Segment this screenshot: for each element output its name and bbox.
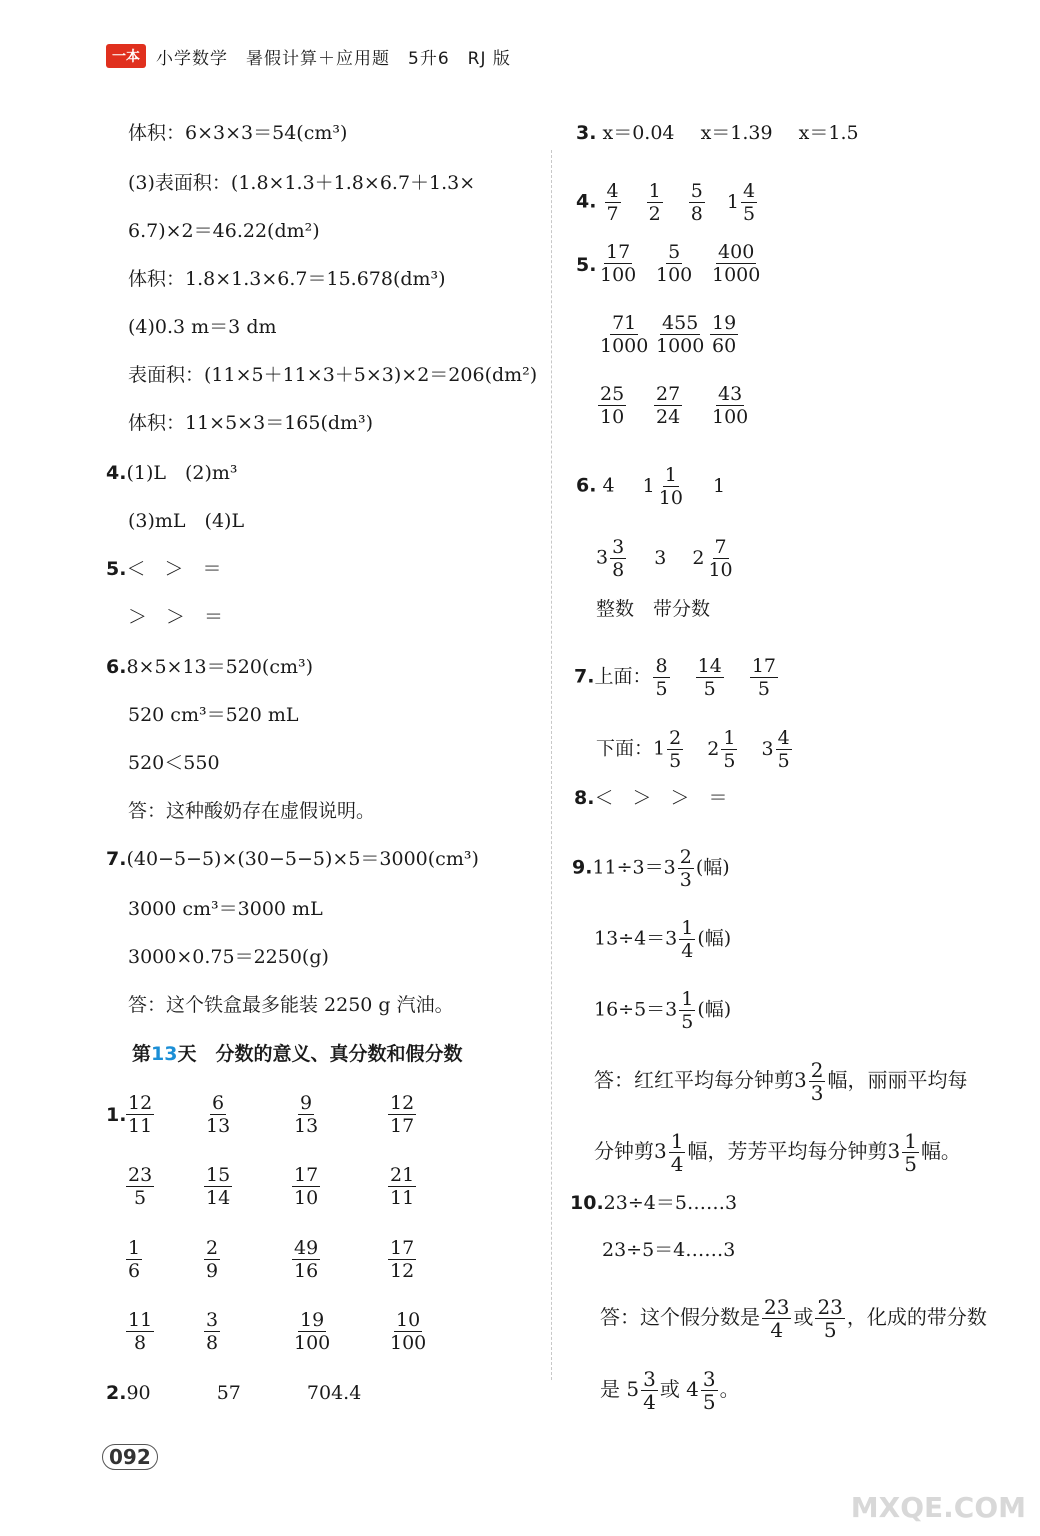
fraction — [708, 383, 752, 428]
denominator: 4 — [681, 940, 694, 962]
numerator: 2 — [679, 846, 692, 868]
numerator: 15 — [206, 1164, 231, 1186]
fraction — [290, 1164, 322, 1209]
answer: (40−5−5)×(30−5−5)×5＝3000(cm³) — [126, 848, 479, 870]
section-title — [132, 1041, 462, 1067]
fraction — [596, 383, 628, 428]
denominator: 13 — [206, 1115, 231, 1137]
numerator: 455 — [662, 312, 699, 334]
fraction — [902, 1130, 919, 1175]
fraction — [290, 1092, 322, 1137]
denominator: 2 — [648, 203, 661, 225]
fraction — [202, 1237, 222, 1282]
fraction — [669, 1130, 686, 1175]
numerator: 12 — [390, 1092, 415, 1114]
numerator: 4 — [743, 180, 756, 202]
question-number: 4. — [576, 190, 597, 213]
denominator: 8 — [134, 1332, 147, 1354]
denominator: 4 — [670, 1152, 684, 1176]
numerator: 2 — [810, 1058, 824, 1082]
numerator: 27 — [656, 383, 681, 405]
question-3 — [576, 120, 859, 146]
denominator: 5 — [669, 750, 682, 772]
denominator: 100 — [390, 1332, 427, 1354]
numerator: 3 — [643, 1367, 656, 1391]
denominator: 100 — [294, 1332, 331, 1354]
text-line: (3)表面积：(1.8×1.3＋1.8×6.7＋1.3× — [128, 172, 476, 194]
fraction — [610, 536, 626, 581]
denominator: 5 — [702, 1390, 716, 1414]
answer: 1 — [712, 474, 726, 497]
denominator: 5 — [723, 750, 736, 772]
answer: x＝1.39 — [700, 122, 773, 144]
text-line: 3000×0.75＝2250(g) — [128, 946, 329, 968]
fraction — [653, 655, 669, 700]
answer: x＝1.5 — [798, 122, 859, 144]
text-line: 6.7)×2＝46.22(dm²) — [128, 220, 320, 242]
whole-part: 1 — [726, 190, 740, 213]
text-line: 整数 带分数 — [596, 598, 711, 620]
numerator: 1 — [681, 988, 694, 1010]
fraction — [776, 727, 792, 772]
text-line: 体积：11×5×3＝165(dm³) — [128, 412, 374, 434]
text-line: 答：这个铁盒最多能装 2250 g 汽油。 — [128, 994, 454, 1016]
numerator: 1 — [681, 917, 694, 939]
fraction — [667, 727, 683, 772]
answer-text: 答：这个假分数是 — [600, 1305, 760, 1329]
question-number: 6. — [106, 656, 127, 678]
numerator: 1 — [128, 1237, 141, 1259]
fraction — [124, 1237, 144, 1282]
numerator: 8 — [655, 655, 668, 677]
denominator: 10 — [708, 559, 733, 581]
whole-part: 2 — [707, 737, 720, 760]
numerator: 9 — [300, 1092, 313, 1114]
question-4 — [576, 180, 759, 225]
question-2 — [106, 1380, 361, 1406]
numerator: 14 — [697, 655, 722, 677]
question-number: 8. — [574, 787, 595, 809]
whole-part: 2 — [692, 546, 705, 569]
denominator: 12 — [390, 1260, 415, 1282]
answer-text: ，化成的带分数 — [846, 1305, 987, 1329]
numerator: 4 — [606, 180, 619, 202]
numerator: 2 — [206, 1237, 219, 1259]
denominator: 13 — [294, 1115, 319, 1137]
denominator: 60 — [712, 335, 737, 357]
fraction — [696, 655, 724, 700]
fraction — [124, 1092, 156, 1137]
numerator: 3 — [702, 1367, 716, 1391]
answer-text: 。 — [719, 1377, 740, 1401]
whole-part: 1 — [642, 474, 655, 497]
fraction — [708, 312, 740, 357]
answer: (1)L (2)m³ — [126, 462, 238, 484]
denominator: 5 — [823, 1318, 837, 1342]
denominator: 4 — [770, 1318, 784, 1342]
denominator: 5 — [681, 1011, 694, 1033]
denominator: 14 — [206, 1187, 231, 1209]
numerator: 17 — [606, 241, 631, 263]
denominator: 10 — [294, 1187, 319, 1209]
page-header — [106, 42, 511, 70]
denominator: 5 — [904, 1152, 917, 1176]
question-9-row2 — [594, 917, 731, 962]
denominator: 100 — [656, 264, 693, 286]
answer-text: 分钟剪3 — [594, 1139, 667, 1163]
answer: 90 — [126, 1382, 151, 1404]
text-line: 体积：1.8×1.3×6.7＝15.678(dm³) — [128, 268, 446, 290]
denominator: 8 — [690, 203, 703, 225]
fraction — [678, 846, 694, 891]
fraction — [652, 241, 696, 286]
answer: 23÷4＝5……3 — [603, 1192, 738, 1214]
numerator: 1 — [664, 464, 677, 486]
text-line: 3000 cm³＝3000 mL — [128, 898, 323, 920]
unit: (幅) — [697, 998, 732, 1021]
question-9-answer2 — [594, 1130, 961, 1175]
denominator: 9 — [206, 1260, 219, 1282]
answer: 3 — [654, 546, 667, 569]
question-8 — [574, 785, 727, 811]
answer: 8×5×13＝520(cm³) — [126, 656, 314, 678]
question-7-row2 — [596, 727, 794, 772]
numerator: 1 — [670, 1129, 684, 1153]
denominator: 24 — [656, 406, 681, 428]
fraction — [652, 312, 708, 357]
numerator: 1 — [648, 180, 661, 202]
question-6-row2 — [596, 536, 737, 581]
answer: ＜ ＞ ＞ ＝ — [594, 787, 728, 809]
fraction — [124, 1164, 156, 1209]
section-label: 天 分数的意义、真分数和假分数 — [177, 1043, 463, 1065]
question-number: 5. — [106, 558, 127, 580]
unit: (幅) — [695, 856, 730, 879]
numerator: 17 — [390, 1237, 415, 1259]
question-7 — [106, 846, 479, 872]
numerator: 49 — [294, 1237, 319, 1259]
denominator: 1000 — [712, 264, 761, 286]
section-prefix: 第 — [132, 1043, 152, 1065]
question-number: 2. — [106, 1382, 127, 1404]
question-5 — [106, 556, 221, 582]
text-line: 520 cm³＝520 mL — [128, 704, 299, 726]
column-divider — [551, 150, 552, 1380]
question-6 — [106, 654, 313, 680]
denominator: 1000 — [656, 335, 705, 357]
fraction — [596, 312, 652, 357]
whole-part: 3 — [596, 546, 609, 569]
question-10-answer1 — [600, 1296, 987, 1341]
numerator: 5 — [668, 241, 681, 263]
question-9-answer1 — [594, 1059, 967, 1104]
answer-text: 或 4 — [659, 1377, 699, 1401]
fraction — [386, 1092, 418, 1137]
numerator: 71 — [612, 312, 637, 334]
whole-part: 3 — [761, 737, 774, 760]
question-9-row3 — [594, 988, 731, 1033]
fraction — [605, 180, 621, 225]
fraction — [652, 383, 684, 428]
fraction — [124, 1309, 156, 1354]
fraction — [647, 180, 663, 225]
fraction — [641, 1368, 658, 1413]
denominator: 100 — [712, 406, 749, 428]
numerator: 3 — [206, 1309, 219, 1331]
brand-logo: 一本 — [106, 44, 146, 68]
text-line: 表面积：(11×5＋11×3＋5×3)×2＝206(dm²) — [128, 364, 538, 386]
numerator: 23 — [817, 1295, 843, 1319]
text-line: 体积：6×3×3＝54(cm³) — [128, 122, 348, 144]
fraction — [708, 241, 764, 286]
answer: 704.4 — [306, 1382, 362, 1404]
question-number: 7. — [574, 665, 595, 688]
denominator: 6 — [128, 1260, 141, 1282]
question-7-row1 — [574, 655, 780, 700]
fraction — [701, 1368, 718, 1413]
denominator: 1000 — [600, 335, 649, 357]
numerator: 19 — [712, 312, 737, 334]
denominator: 10 — [600, 406, 625, 428]
watermark: MXQE.COM — [850, 1491, 1026, 1524]
answer-text: 幅，丽丽平均每 — [827, 1068, 968, 1092]
denominator: 5 — [777, 750, 790, 772]
answer: 57 — [216, 1382, 241, 1404]
fraction — [657, 464, 685, 509]
numerator: 1 — [904, 1129, 917, 1153]
numerator: 5 — [690, 180, 703, 202]
fraction — [596, 241, 640, 286]
numerator: 43 — [718, 383, 743, 405]
numerator: 19 — [300, 1309, 325, 1331]
label: 下面： — [596, 737, 654, 760]
question-10-answer2 — [600, 1368, 740, 1413]
denominator: 8 — [206, 1332, 219, 1354]
numerator: 25 — [600, 383, 625, 405]
answer: 4 — [602, 474, 615, 497]
answer-text: 答：红红平均每分钟剪3 — [594, 1068, 807, 1092]
numerator: 400 — [718, 241, 755, 263]
question-number: 10. — [570, 1192, 604, 1214]
question-number: 3. — [576, 122, 597, 144]
fraction — [750, 655, 778, 700]
fraction — [679, 988, 695, 1033]
numerator: 6 — [212, 1092, 225, 1114]
question-6-row1 — [576, 464, 725, 509]
question-number: 9. — [572, 856, 593, 879]
answer: ＜ ＞ ＝ — [126, 558, 222, 580]
denominator: 100 — [600, 264, 637, 286]
answer-text: 幅。 — [920, 1139, 961, 1163]
text-line: ＞ ＞ ＝ — [128, 606, 224, 628]
text-line: 23÷5＝4……3 — [602, 1239, 736, 1261]
denominator: 5 — [134, 1187, 147, 1209]
question-number: 5. — [576, 254, 597, 276]
denominator: 16 — [294, 1260, 319, 1282]
question-number: 1. — [106, 1104, 127, 1126]
label: 上面： — [594, 665, 652, 688]
fraction — [202, 1164, 234, 1209]
numerator: 3 — [612, 536, 625, 558]
denominator: 10 — [658, 487, 683, 509]
page-number: 092 — [102, 1444, 158, 1470]
fraction — [721, 727, 737, 772]
numerator: 4 — [777, 727, 790, 749]
answer-text: 幅，芳芳平均每分钟剪3 — [687, 1139, 901, 1163]
header-title: 小学数学 暑假计算＋应用题 5升6 RJ 版 — [156, 48, 511, 69]
numerator: 10 — [396, 1309, 421, 1331]
fraction — [202, 1309, 222, 1354]
denominator: 11 — [128, 1115, 153, 1137]
numerator: 21 — [390, 1164, 415, 1186]
fraction — [386, 1309, 430, 1354]
question-9-row1 — [572, 846, 730, 891]
numerator: 23 — [128, 1164, 153, 1186]
fraction — [386, 1164, 418, 1209]
numerator: 12 — [128, 1092, 153, 1114]
denominator: 3 — [679, 869, 692, 891]
denominator: 5 — [743, 203, 756, 225]
question-number: 4. — [106, 462, 127, 484]
denominator: 11 — [390, 1187, 415, 1209]
denominator: 8 — [612, 559, 625, 581]
unit: (幅) — [697, 927, 732, 950]
denominator: 5 — [757, 678, 770, 700]
answer: 13÷4＝3 — [594, 927, 678, 950]
whole-part: 1 — [653, 737, 666, 760]
numerator: 7 — [714, 536, 727, 558]
answer-text: 是 5 — [600, 1377, 640, 1401]
numerator: 17 — [294, 1164, 319, 1186]
fraction — [689, 180, 705, 225]
text-line: (3)mL (4)L — [128, 510, 245, 532]
fraction — [386, 1237, 418, 1282]
numerator: 11 — [128, 1309, 153, 1331]
question-10-row1 — [570, 1190, 737, 1216]
text-line: 520＜550 — [128, 752, 220, 774]
denominator: 7 — [606, 203, 619, 225]
denominator: 17 — [390, 1115, 415, 1137]
denominator: 3 — [810, 1081, 824, 1105]
numerator: 1 — [723, 727, 736, 749]
fraction — [809, 1059, 826, 1104]
denominator: 5 — [703, 678, 716, 700]
answer-text: 或 — [793, 1305, 814, 1329]
numerator: 2 — [669, 727, 682, 749]
question-number: 6. — [576, 474, 597, 497]
question-number: 7. — [106, 848, 127, 870]
fraction — [290, 1237, 322, 1282]
question-4 — [106, 460, 238, 486]
fraction — [202, 1092, 234, 1137]
answer: 11÷3＝3 — [592, 856, 676, 879]
fraction — [290, 1309, 334, 1354]
fraction — [815, 1296, 844, 1341]
fraction — [679, 917, 695, 962]
fraction — [706, 536, 734, 581]
numerator: 23 — [764, 1295, 790, 1319]
fraction — [762, 1296, 791, 1341]
answer: 16÷5＝3 — [594, 998, 678, 1021]
denominator: 4 — [643, 1390, 656, 1414]
fraction — [741, 180, 757, 225]
text-line: (4)0.3 m＝3 dm — [128, 316, 277, 338]
text-line: 答：这种酸奶存在虚假说明。 — [128, 800, 376, 822]
answer: x＝0.04 — [602, 122, 675, 144]
numerator: 17 — [751, 655, 777, 677]
day-number: 13 — [151, 1043, 178, 1065]
denominator: 5 — [655, 678, 668, 700]
